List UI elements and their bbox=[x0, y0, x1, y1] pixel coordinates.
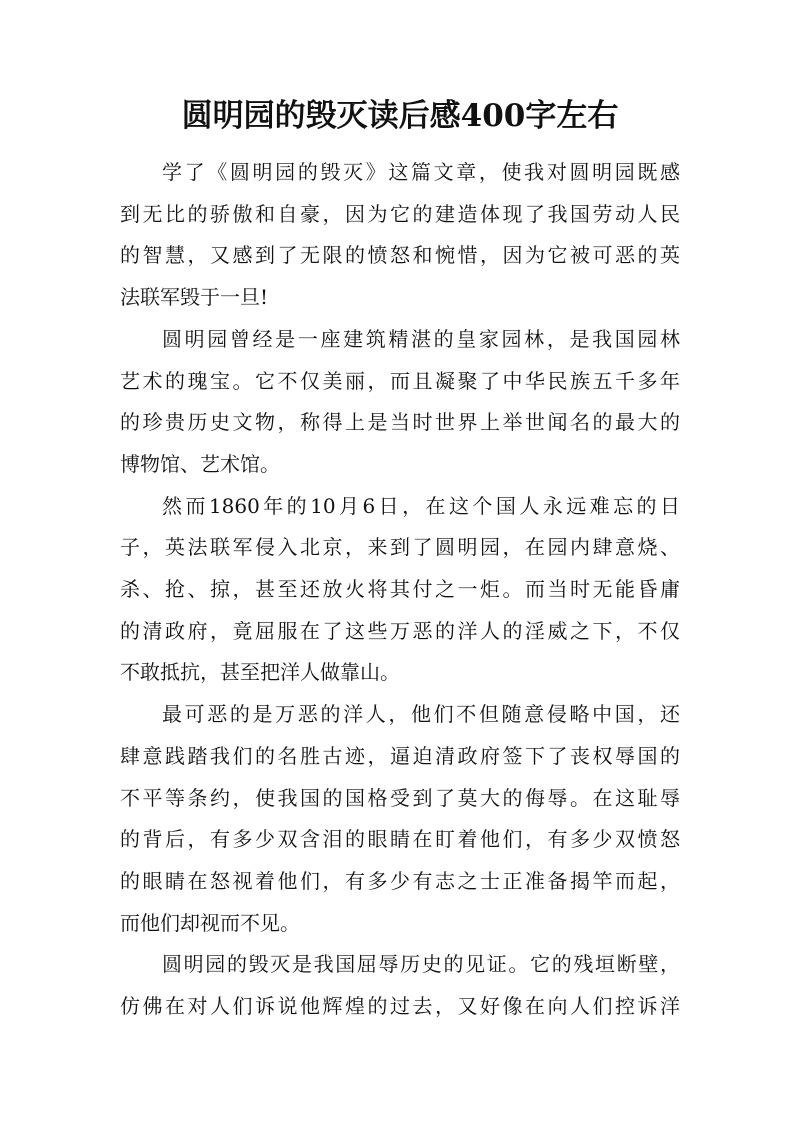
text-line: 子，英法联军侵入北京，来到了圆明园，在园内肆意烧、 bbox=[120, 535, 680, 560]
text-line: 圆明园曾经是一座建筑精湛的皇家园林，是我国园林 bbox=[162, 326, 680, 351]
text-line: 的珍贵历史文物，称得上是当时世界上举世闻名的最大的 bbox=[120, 410, 680, 435]
text-line: 的清政府，竟屈服在了这些万恶的洋人的淫威之下，不仅 bbox=[120, 618, 680, 643]
text-line: 学了《圆明园的毁灭》这篇文章，使我对圆明园既感 bbox=[162, 160, 680, 184]
text-line: 博物馆、艺术馆。 bbox=[120, 451, 280, 476]
paragraph-4 bbox=[120, 694, 680, 944]
text-line: 的背后，有多少双含泪的眼睛在盯着他们，有多少双愤怒 bbox=[120, 827, 680, 852]
text-line: 不敢抵抗，甚至把洋人做靠山。 bbox=[120, 660, 400, 685]
text-line: 到无比的骄傲和自豪，因为它的建造体现了我国劳动人民 bbox=[120, 201, 680, 226]
paragraph-2 bbox=[120, 319, 680, 486]
text-line: 的智慧，又感到了无限的愤怒和惋惜，因为它被可恶的英 bbox=[120, 243, 680, 268]
text-line: 肆意践踏我们的名胜古迹，逼迫清政府签下了丧权辱国的 bbox=[120, 743, 680, 768]
text-line: 仿佛在对人们诉说他辉煌的过去，又好像在向人们控诉洋 bbox=[120, 994, 680, 1019]
text-line: 最可恶的是万恶的洋人，他们不但随意侵略中国，还 bbox=[162, 702, 680, 727]
text-line: 艺术的瑰宝。它不仅美丽，而且凝聚了中华民族五千多年 bbox=[120, 368, 680, 393]
paragraph-5 bbox=[120, 944, 680, 1027]
text-line: 杀、抢、掠，甚至还放火将其付之一炬。而当时无能昏庸 bbox=[120, 577, 680, 602]
paragraph-1 bbox=[120, 152, 680, 319]
text-line: 而他们却视而不见。 bbox=[120, 910, 300, 935]
text-line: 法联军毁于一旦! bbox=[120, 285, 269, 310]
text-line: 不平等条约，使我国的国格受到了莫大的侮辱。在这耻辱 bbox=[120, 785, 680, 810]
document-body bbox=[120, 152, 680, 1028]
document-title: 圆明园的毁灭读后感400字左右 bbox=[181, 98, 619, 134]
text-line: 然而1860年的10月6日，在这个国人永远难忘的日 bbox=[162, 493, 680, 518]
paragraph-3 bbox=[120, 486, 680, 695]
text-line: 的眼睛在怒视着他们，有多少有志之士正准备揭竿而起， bbox=[120, 868, 680, 893]
text-line: 圆明园的毁灭是我国屈辱历史的见证。它的残垣断壁， bbox=[162, 952, 680, 977]
